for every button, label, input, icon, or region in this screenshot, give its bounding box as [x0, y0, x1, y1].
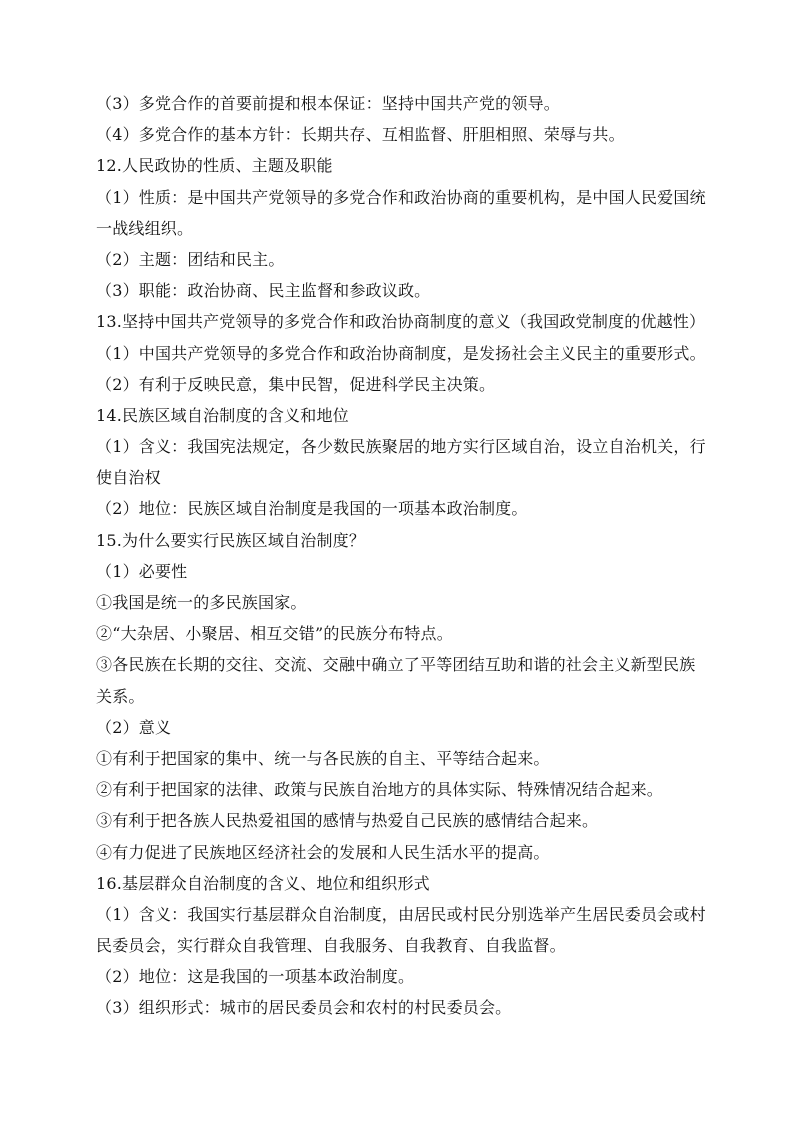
- text-line: （3）职能：政治协商、民主监督和参政议政。: [96, 281, 431, 301]
- text-line: ①我国是统一的多民族国家。: [96, 593, 307, 612]
- text-line: （3）多党合作的首要前提和根本保证：坚持中国共产党的领导。: [96, 94, 560, 113]
- text-line: （4）多党合作的基本方针：长期共存、互相监督、肝胆相照、荣辱与共。: [96, 125, 625, 145]
- text-line: ②“大杂居、小聚居、相互交错”的民族分布特点。: [96, 624, 453, 644]
- text-line: 关系。: [96, 686, 145, 706]
- text-line: （2）主题：团结和民主。: [96, 249, 285, 269]
- text-line: （1）含义：我国实行基层群众自治制度，由居民或村民分别选举产生居民委员会或村: [96, 904, 706, 924]
- text-line: （1）必要性: [96, 561, 188, 581]
- section-heading: 16.基层群众自治制度的含义、地位和组织形式: [96, 873, 430, 893]
- text-line: 一战线组织。: [96, 218, 194, 238]
- document-page: [96, 88, 706, 1024]
- text-line: （1）中国共产党领导的多党合作和政治协商制度，是发扬社会主义民主的重要形式。: [96, 343, 706, 363]
- text-line: （2）地位：这是我国的一项基本政治制度。: [96, 967, 415, 987]
- section-heading: 14.民族区域自治制度的含义和地位: [96, 405, 349, 425]
- text-line: 民委员会，实行群众自我管理、自我服务、自我教育、自我监督。: [96, 936, 566, 956]
- text-line: （1）性质：是中国共产党领导的多党合作和政治协商的重要机构，是中国人民爱国统: [96, 187, 706, 207]
- text-line: 使自治权: [96, 468, 161, 488]
- text-line: ①有利于把国家的集中、统一与各民族的自主、平等结合起来。: [96, 748, 550, 768]
- text-line: （3）组织形式：城市的居民委员会和农村的村民委员会。: [96, 998, 512, 1018]
- section-heading: 12.人民政协的性质、主题及职能: [96, 156, 333, 176]
- text-line: （1）含义：我国宪法规定，各少数民族聚居的地方实行区域自治，设立自治机关，行: [96, 437, 706, 457]
- text-line: ②有利于把国家的法律、政策与民族自治地方的具体实际、特殊情况结合起来。: [96, 780, 664, 800]
- text-line: ③有利于把各族人民热爱祖国的感情与热爱自己民族的感情结合起来。: [96, 811, 599, 831]
- text-line: （2）有利于反映民意，集中民智，促进科学民主决策。: [96, 374, 496, 394]
- section-heading: 13.坚持中国共产党领导的多党合作和政治协商制度的意义（我国政党制度的优越性）: [96, 312, 706, 332]
- section-heading: 15.为什么要实行民族区域自治制度？: [96, 530, 366, 550]
- text-line: ④有力促进了民族地区经济社会的发展和人民生活水平的提高。: [96, 842, 550, 862]
- text-line: ③各民族在长期的交往、交流、交融中确立了平等团结互助和谐的社会主义新型民族: [96, 655, 696, 675]
- text-line: （2）意义: [96, 717, 172, 737]
- text-line: （2）地位：民族区域自治制度是我国的一项基本政治制度。: [96, 499, 528, 519]
